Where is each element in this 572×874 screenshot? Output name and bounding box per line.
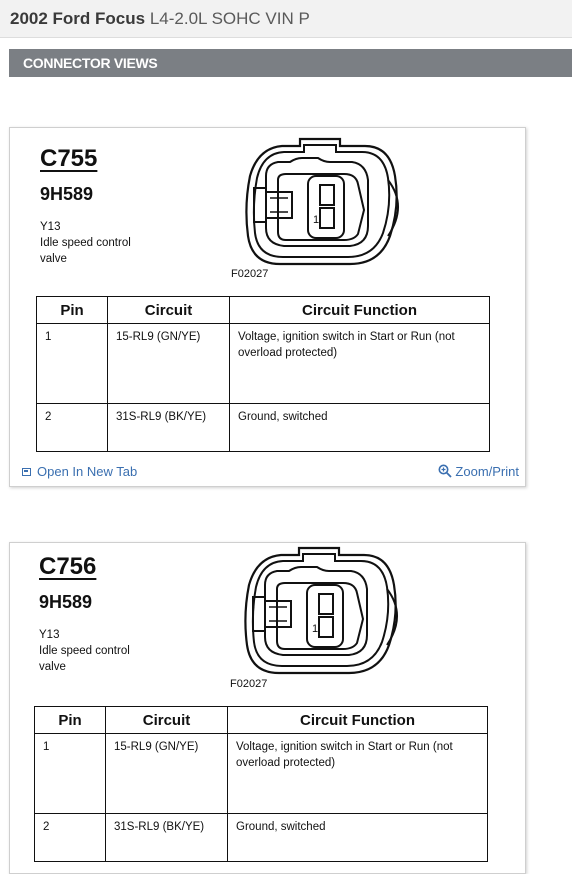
- connector-card-c755: [9, 127, 526, 487]
- pin-cell: 1: [37, 324, 108, 404]
- pin-table: [36, 296, 490, 452]
- pin-cell: 1: [35, 734, 106, 814]
- pin-number-label: 1: [313, 214, 320, 226]
- connector-id: C756: [39, 553, 97, 580]
- engine-spec: L4-2.0L SOHC VIN P: [149, 9, 310, 28]
- header-circuit-function: Circuit Function: [230, 297, 490, 324]
- description-line-1: Idle speed control: [39, 645, 130, 657]
- vehicle-title: [10, 9, 310, 29]
- component-description: [39, 627, 130, 675]
- zoom-icon: [438, 464, 452, 478]
- location-code: Y13: [40, 221, 61, 233]
- top-bar: [0, 0, 572, 38]
- header-circuit: Circuit: [106, 707, 228, 734]
- table-row: [37, 404, 490, 452]
- section-title: CONNECTOR VIEWS: [23, 55, 158, 71]
- card-footer: [10, 458, 525, 486]
- description-line-2: valve: [39, 661, 66, 673]
- component-description: [40, 219, 131, 267]
- zoom-print-link[interactable]: [438, 464, 519, 479]
- table-header-row: [37, 297, 490, 324]
- new-tab-icon: [22, 468, 31, 476]
- connector-id: C755: [40, 145, 98, 172]
- table-header-row: [35, 707, 488, 734]
- figure-id: F02027: [230, 678, 268, 690]
- description-line-1: Idle speed control: [40, 237, 131, 249]
- pin-cell: 2: [35, 814, 106, 862]
- location-code: Y13: [39, 629, 60, 641]
- pin-table: [34, 706, 488, 862]
- header-circuit-function: Circuit Function: [228, 707, 488, 734]
- circuit-cell: 15-RL9 (GN/YE): [108, 324, 230, 404]
- zoom-label: Zoom/Print: [455, 464, 519, 479]
- open-in-new-tab-link[interactable]: [22, 464, 137, 479]
- connector-face-icon: [240, 136, 410, 276]
- connector-diagram: [10, 543, 525, 873]
- function-cell: Ground, switched: [228, 814, 488, 862]
- circuit-cell: 31S-RL9 (BK/YE): [106, 814, 228, 862]
- function-cell: Ground, switched: [230, 404, 490, 452]
- table-row: [35, 814, 488, 862]
- header-pin: Pin: [37, 297, 108, 324]
- open-tab-label: Open In New Tab: [37, 464, 138, 479]
- circuit-cell: 15-RL9 (GN/YE): [106, 734, 228, 814]
- part-number: 9H589: [39, 592, 93, 612]
- connector-card-c756: [9, 542, 526, 874]
- section-header: [9, 49, 572, 77]
- table-row: [35, 734, 488, 814]
- function-cell: Voltage, ignition switch in Start or Run (not overload protected): [230, 324, 490, 404]
- header-pin: Pin: [35, 707, 106, 734]
- connector-diagram: [10, 128, 525, 458]
- pin-number-label: 1: [312, 623, 319, 635]
- vehicle-name: 2002 Ford Focus: [10, 9, 146, 28]
- part-number: 9H589: [40, 184, 94, 204]
- description-line-2: valve: [40, 253, 67, 265]
- header-circuit: Circuit: [108, 297, 230, 324]
- circuit-cell: 31S-RL9 (BK/YE): [108, 404, 230, 452]
- function-cell: Voltage, ignition switch in Start or Run (not overload protected): [228, 734, 488, 814]
- connector-face-icon: [239, 545, 409, 685]
- pin-cell: 2: [37, 404, 108, 452]
- table-row: [37, 324, 490, 404]
- figure-id: F02027: [231, 268, 269, 280]
